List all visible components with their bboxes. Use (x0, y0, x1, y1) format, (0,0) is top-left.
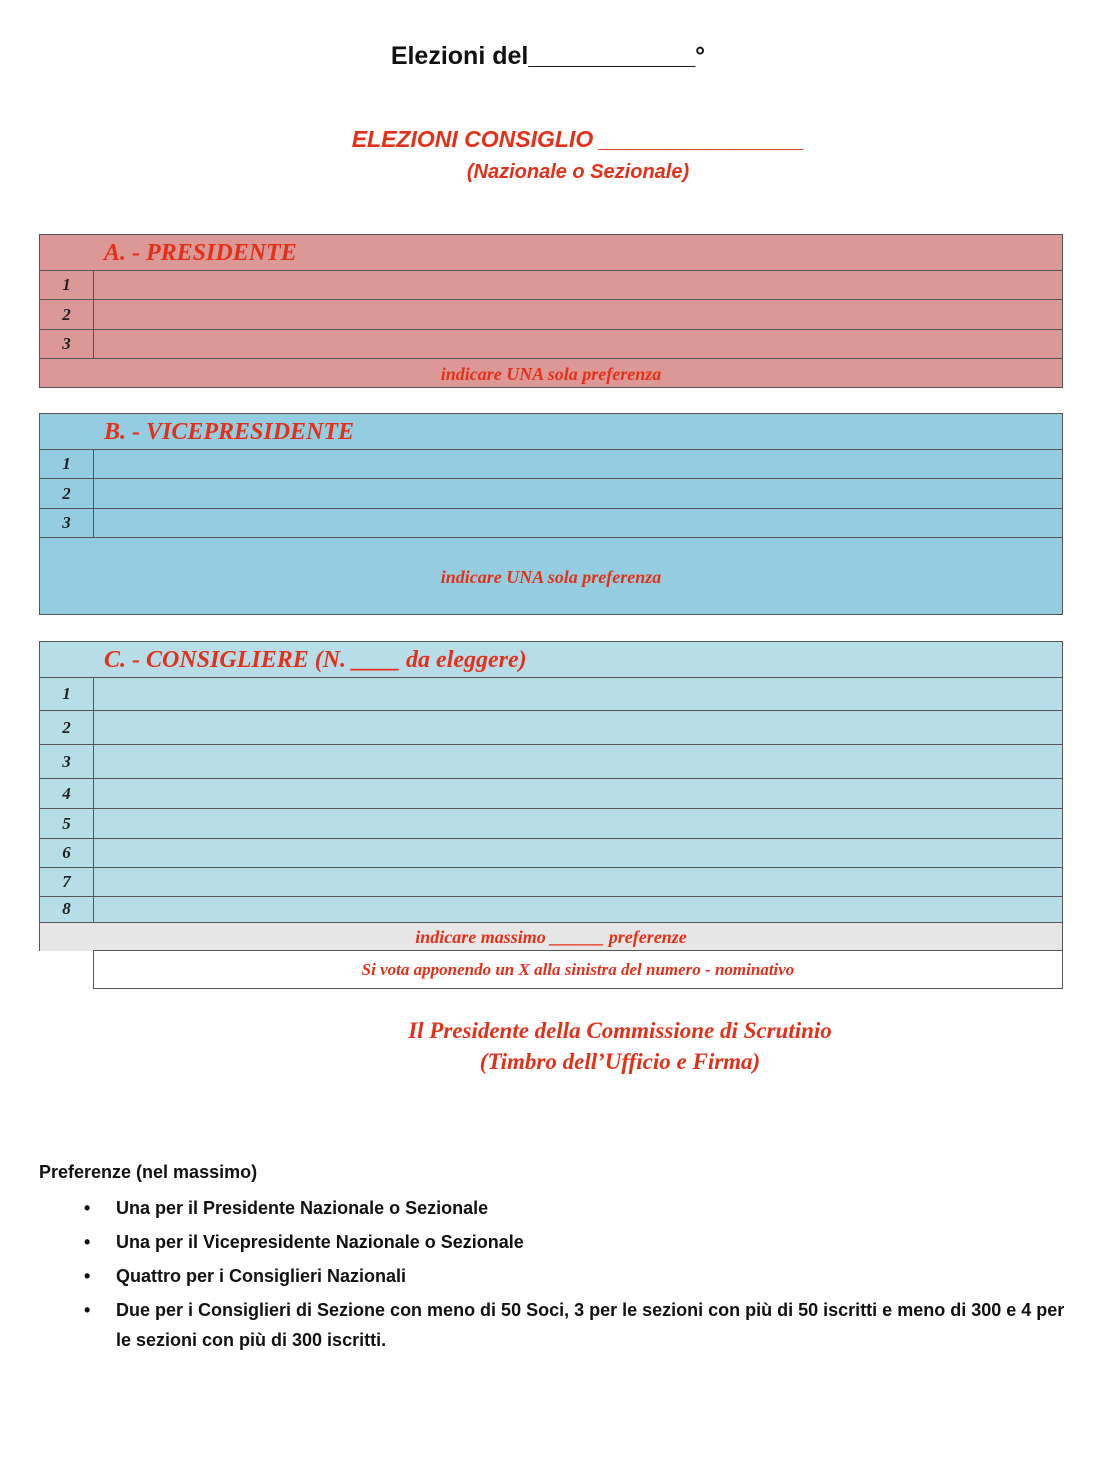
list-item (80, 1295, 1070, 1355)
vicepresident-note: indicare UNA sola preferenza (40, 537, 1062, 615)
president-row[interactable] (40, 299, 1062, 329)
row-number: 1 (40, 678, 94, 710)
vicepresident-section (39, 413, 1063, 615)
councillor-section (39, 641, 1063, 951)
president-section (39, 234, 1063, 388)
row-number: 2 (40, 479, 94, 508)
vicepresident-heading: B. - VICEPRESIDENTE (104, 419, 355, 445)
councillor-row[interactable] (40, 867, 1062, 896)
list-item-text: Quattro per i Consiglieri Nazionali (116, 1266, 407, 1286)
vicepresident-row[interactable] (40, 508, 1062, 537)
councillor-row[interactable] (40, 838, 1062, 867)
council-title: ELEZIONI CONSIGLIO ________________ (351, 126, 805, 152)
list-item (80, 1227, 1070, 1257)
president-heading: A. - PRESIDENTE (104, 240, 297, 266)
row-number: 3 (40, 509, 94, 537)
councillor-row[interactable] (40, 808, 1062, 838)
row-number: 6 (40, 839, 94, 867)
row-number: 2 (40, 711, 94, 744)
row-number: 1 (40, 271, 94, 299)
president-row[interactable] (40, 329, 1062, 358)
bullet-icon: • (84, 1198, 91, 1218)
president-row[interactable] (40, 270, 1062, 299)
bullet-icon: • (84, 1300, 91, 1320)
row-number: 3 (40, 330, 94, 358)
councillor-row[interactable] (40, 896, 1062, 922)
councillor-note: indicare massimo ______ preferenze (40, 922, 1062, 951)
council-type-note: (Nazionale o Sezionale) (466, 161, 690, 183)
vicepresident-row[interactable] (40, 449, 1062, 478)
row-number: 4 (40, 779, 94, 808)
president-note: indicare UNA sola preferenza (40, 358, 1062, 388)
row-number: 8 (40, 897, 94, 922)
councillor-row[interactable] (40, 710, 1062, 744)
councillor-row[interactable] (40, 744, 1062, 778)
row-number: 1 (40, 450, 94, 478)
signature-block (400, 1015, 840, 1077)
bullet-icon: • (84, 1266, 91, 1286)
voting-instruction: Si vota apponendo un X alla sinistra del numero - nominativo (93, 950, 1063, 989)
councillor-row[interactable] (40, 778, 1062, 808)
councillor-heading: C. - CONSIGLIERE (N. ____ da eleggere) (104, 647, 527, 673)
list-item (80, 1193, 1070, 1223)
list-item-text: Due per i Consiglieri di Sezione con meno di 50 Soci, 3 per le sezioni con più di 50 iscritti e meno di 300 e 4 per le sezioni con più di 300 iscritti. (116, 1300, 1065, 1350)
signature-note: (Timbro dell’Ufficio e Firma) (479, 1049, 761, 1074)
row-number: 5 (40, 809, 94, 838)
page-title: Elezioni del____________° (390, 42, 706, 70)
row-number: 2 (40, 300, 94, 329)
preferences-title: Preferenze (nel massimo) (39, 1162, 258, 1182)
bullet-icon: • (84, 1232, 91, 1252)
signature-title: Il Presidente della Commissione di Scrutinio (408, 1018, 832, 1043)
list-item-text: Una per il Vicepresidente Nazionale o Sezionale (116, 1232, 524, 1252)
councillor-row[interactable] (40, 677, 1062, 710)
preferences-list (80, 1193, 1070, 1359)
row-number: 3 (40, 745, 94, 778)
row-number: 7 (40, 868, 94, 896)
vicepresident-row[interactable] (40, 478, 1062, 508)
list-item (80, 1261, 1070, 1291)
list-item-text: Una per il Presidente Nazionale o Sezionale (116, 1198, 489, 1218)
